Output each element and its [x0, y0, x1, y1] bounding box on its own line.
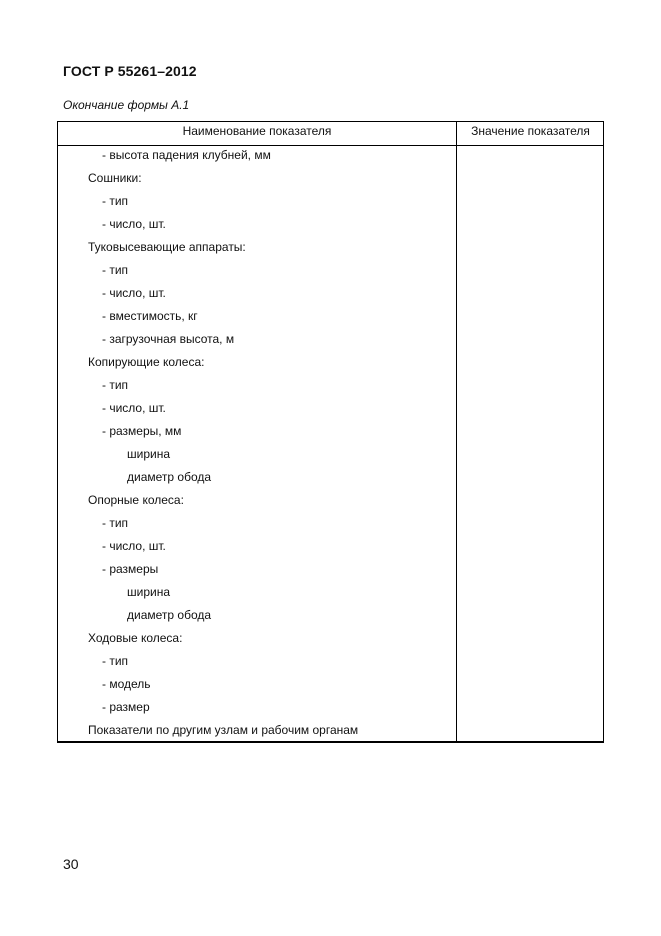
table-row: Ходовые колеса:	[88, 631, 183, 645]
table-row: диаметр обода	[127, 470, 212, 484]
document-title: ГОСТ Р 55261–2012	[63, 63, 197, 79]
form-caption: Окончание формы А.1	[63, 98, 190, 112]
column-header-value: Значение показателя	[471, 124, 590, 138]
page-number: 30	[63, 856, 79, 872]
indicators-table	[57, 121, 604, 743]
table-row: - число, шт.	[102, 539, 166, 553]
table-row: - размер	[102, 700, 150, 714]
table-row: - тип	[102, 516, 129, 530]
table-row: - тип	[102, 263, 129, 277]
table-row: ширина	[127, 447, 171, 461]
table-row: - число, шт.	[102, 286, 166, 300]
table-row: Показатели по другим узлам и рабочим органам	[88, 723, 359, 737]
table-row: - тип	[102, 654, 129, 668]
table-row: - число, шт.	[102, 217, 166, 231]
table-row: - размеры, мм	[102, 424, 182, 438]
table-row: - число, шт.	[102, 401, 166, 415]
table-row: Туковысевающие аппараты:	[88, 240, 246, 254]
column-divider	[456, 122, 457, 741]
header-rule	[58, 145, 603, 146]
column-header-name: Наименование показателя	[182, 124, 332, 138]
table-row: ширина	[127, 585, 171, 599]
table-row: Копирующие колеса:	[88, 355, 205, 369]
table-row: - тип	[102, 378, 129, 392]
table-row: - высота падения клубней, мм	[102, 148, 271, 162]
table-row: Сошники:	[88, 171, 142, 185]
table-row: - модель	[102, 677, 151, 691]
table-row: - вместимость, кг	[102, 309, 198, 323]
table-row: - тип	[102, 194, 129, 208]
table-row: - загрузочная высота, м	[102, 332, 235, 346]
table-row: - размеры	[102, 562, 159, 576]
table-row: диаметр обода	[127, 608, 212, 622]
table-row: Опорные колеса:	[88, 493, 184, 507]
